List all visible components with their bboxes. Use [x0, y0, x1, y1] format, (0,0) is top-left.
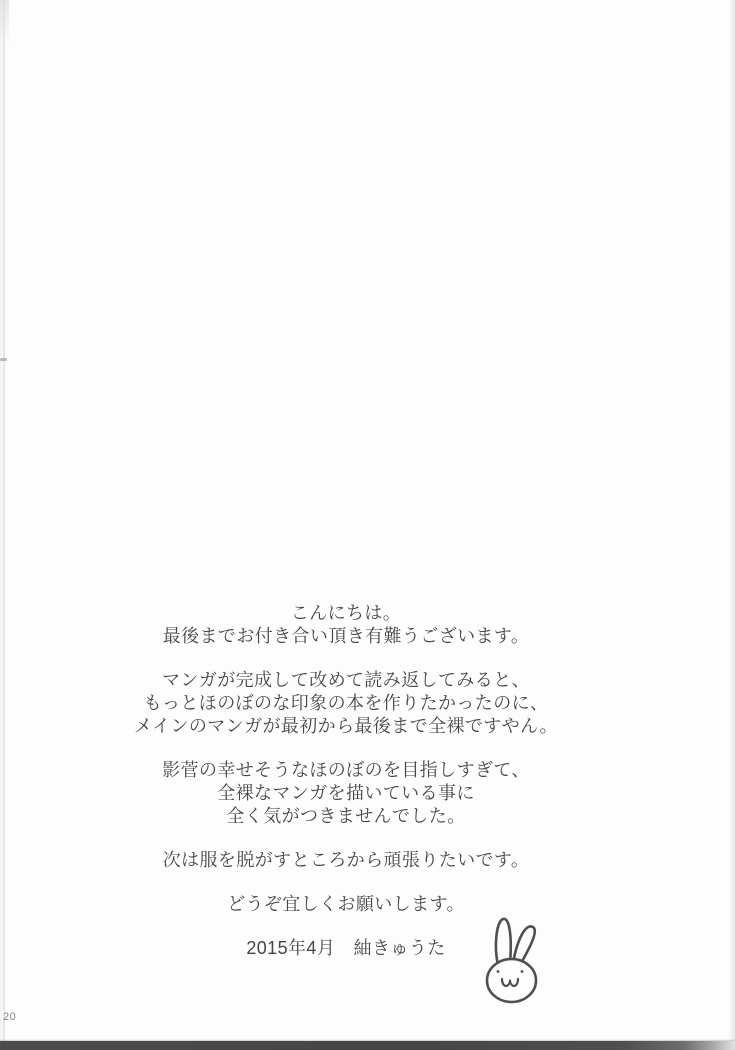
left-edge-mark — [0, 358, 7, 361]
afterword-line: 全く気がつきませんでした。 — [226, 806, 466, 826]
afterword-line: 次は服を脱がすところから頑張りたいです。 — [162, 850, 530, 870]
afterword-line: 全裸なマンガを描いている事に — [217, 783, 475, 803]
afterword-line: マンガが完成して改めて読み返してみると、 — [162, 670, 530, 690]
page-number: 20 — [3, 1011, 17, 1023]
afterword-text-block — [0, 602, 692, 981]
afterword-line: 最後までお付き合い頂き有難うございます。 — [162, 626, 530, 646]
afterword-line: どうぞ宜しくお願いします。 — [227, 894, 465, 914]
afterword-paragraph — [0, 602, 692, 648]
afterword-line: こんにちは。 — [290, 603, 402, 623]
afterword-line: メインのマンガが最初から最後まで全裸ですやん。 — [134, 716, 558, 736]
right-page-edge-shadow — [728, 0, 735, 1050]
bunny-doodle-icon — [482, 911, 542, 1007]
afterword-line: 影菅の幸せそうなほのぼのを目指しすぎて、 — [162, 760, 530, 780]
afterword-paragraph — [0, 669, 692, 738]
afterword-signature-line — [0, 937, 692, 960]
topleft-scan-smudge — [0, 0, 9, 45]
date-and-author: 2015年4月 紬きゅうた — [246, 938, 446, 958]
afterword-paragraph — [0, 893, 692, 916]
afterword-paragraph — [0, 759, 692, 828]
afterword-line: もっとほのぼのな印象の本を作りたかったのに、 — [143, 693, 549, 713]
afterword-paragraph — [0, 849, 692, 872]
bottom-scan-bar — [0, 1041, 735, 1050]
